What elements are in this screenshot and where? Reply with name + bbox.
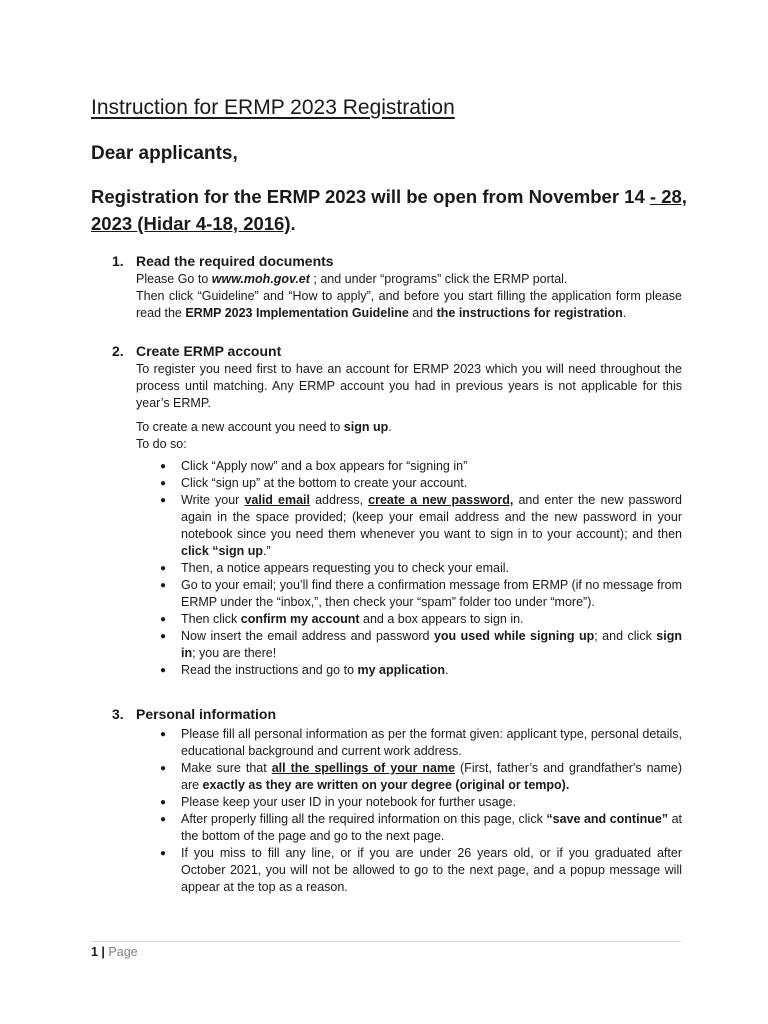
text: all the spellings of your name <box>271 761 456 775</box>
section-title: Personal information <box>136 706 277 722</box>
list-item: ● Click “Apply now” and a box appears for “signing in” <box>160 458 682 475</box>
text: “save and continue” <box>546 812 669 826</box>
greeting: Dear applicants, <box>91 143 238 164</box>
section-paragraph: To do so: <box>136 437 187 451</box>
announcement-text: Registration for the ERMP 2023 will be open from November 14 <box>91 186 650 207</box>
page-footer <box>91 944 138 960</box>
text: (First, father’s and grandfather's name) are <box>181 761 683 792</box>
text: click “sign up <box>181 544 263 558</box>
footer-divider <box>91 941 681 942</box>
text: address, <box>310 493 369 507</box>
text: Please Go to <box>136 272 212 286</box>
text: and enter the new password again in the space provided; (keep your email address and the new password in your notebook since you need them whenever you want to sign in to your account); and then <box>181 493 682 541</box>
text: ; you are there! <box>192 646 277 660</box>
section-paragraph: To register you need first to have an account for ERMP 2023 which you will need throughout the process until matching. Any ERMP account you had in previous years is not applicable for this year’s ERMP. <box>136 362 682 410</box>
section-paragraph <box>136 419 682 436</box>
text: .” <box>262 544 271 558</box>
section-title: Create ERMP account <box>136 343 282 359</box>
section-create-account <box>112 342 682 679</box>
list-item <box>160 811 682 845</box>
text: at the bottom of the page and go to the next page. <box>181 812 682 843</box>
section-heading <box>112 705 682 724</box>
section-personal-information <box>112 705 682 896</box>
list-item: ● Please fill all personal information as per the format given: applicant type, personal details, educational background and current work address. <box>160 726 682 760</box>
section-number: 2. <box>112 343 124 359</box>
text: Now insert the email address and password <box>181 629 434 643</box>
text: . <box>622 306 627 320</box>
announcement-dates: - 28, 2023 (Hidar 4-18, 2016) <box>91 186 687 234</box>
text: To create a new account you need to <box>136 420 344 434</box>
text: After properly filling all the required information on this page, click <box>181 812 547 826</box>
text: sign up <box>343 420 389 434</box>
text: create a new password, <box>368 493 514 507</box>
text: my application <box>357 663 446 677</box>
text: Then click <box>181 612 241 626</box>
section-heading <box>112 342 682 361</box>
text: Read the instructions and go to <box>181 663 358 677</box>
text: Make sure that <box>181 761 272 775</box>
list-item <box>160 628 682 662</box>
bullet-list <box>112 458 682 679</box>
text: exactly as they are written on your degree (original or tempo). <box>202 778 570 792</box>
document-title: Instruction for ERMP 2023 Registration <box>91 96 455 119</box>
section-number: 3. <box>112 706 124 722</box>
list-item <box>160 611 682 628</box>
text: Write your <box>181 493 245 507</box>
list-item: ● Then, a notice appears requesting you to check your email. <box>160 560 682 577</box>
text: Then click “Guideline” and “How to apply”, and before you start filling the application form please read the <box>136 289 682 320</box>
text: ; and under “programs” click the ERMP portal. <box>309 272 568 286</box>
list-item: ● Click “sign up” at the bottom to create your account. <box>160 475 682 492</box>
section-read-documents <box>112 252 682 322</box>
text: ; and click <box>594 629 657 643</box>
section-heading <box>112 252 682 271</box>
list-item: ● If you miss to fill any line, or if you are under 26 years old, or if you graduated after October 2021, you will not be allowed to go to the next page, and a popup message will appear at the top as a reason. <box>160 845 682 896</box>
announcement-end: . <box>290 213 296 234</box>
text: . <box>388 420 392 434</box>
bullet-list <box>112 726 682 896</box>
section-number: 1. <box>112 253 124 269</box>
text: . <box>445 663 449 677</box>
text: valid email <box>244 493 310 507</box>
implementation-guideline: ERMP 2023 Implementation Guideline <box>185 306 409 320</box>
list-item <box>160 760 682 794</box>
footer-separator: | <box>97 945 109 959</box>
registration-announcement <box>91 183 691 237</box>
text: confirm my account <box>240 612 360 626</box>
list-item: ● Please keep your user ID in your notebook for further usage. <box>160 794 682 811</box>
text: sign in <box>181 629 682 660</box>
section-paragraph <box>136 271 682 322</box>
section-title: Read the required documents <box>136 253 334 269</box>
registration-instructions: the instructions for registration <box>436 306 623 320</box>
list-item <box>160 662 682 679</box>
moh-website-link[interactable]: www.moh.gov.et <box>211 272 310 286</box>
text: and a box appears to sign in. <box>359 612 524 626</box>
text: you used while signing up <box>433 629 595 643</box>
page-label: Page <box>108 945 138 959</box>
text: and <box>408 306 437 320</box>
list-item: ● Go to your email; you’ll find there a confirmation message from ERMP (if no message from ERMP under the “inbox,”, then check your “spam” folder too under “more”). <box>160 577 682 611</box>
page-number: 1 <box>91 945 98 959</box>
list-item <box>160 492 682 560</box>
